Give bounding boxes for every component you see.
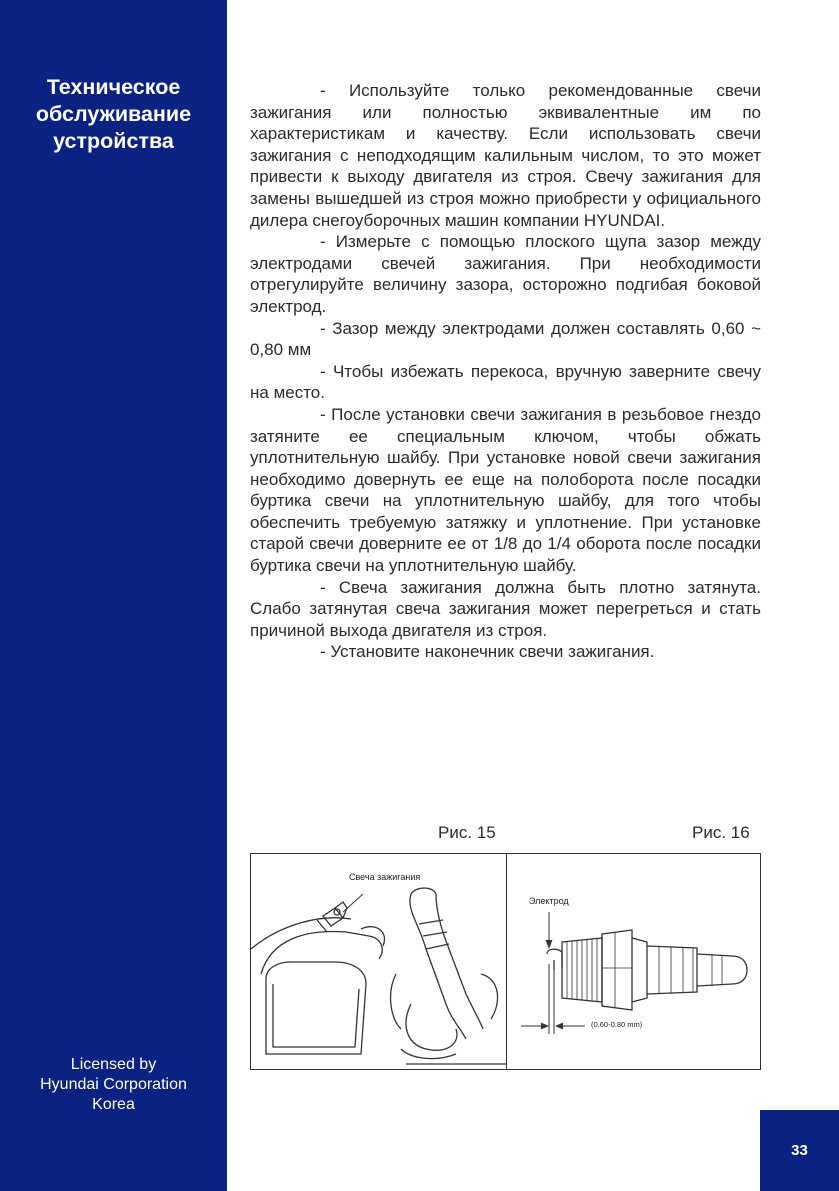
paragraph: - Измерьте с помощью плоского щупа зазор между электродами свечей зажигания. При необходимости отрегулируйте величину зазора, осторожно подгибая боковой электрод. bbox=[250, 232, 761, 316]
spark-plug-electrode-illustration bbox=[507, 854, 760, 1069]
section-title-line: обслуживание bbox=[35, 102, 192, 126]
figure-15 bbox=[251, 854, 506, 1069]
paragraph: - Зазор между электродами должен составлять 0,60 ~ 0,80 мм bbox=[250, 318, 761, 360]
license-line: Licensed by bbox=[70, 1056, 157, 1073]
license-line: Hyundai Corporation bbox=[40, 1076, 187, 1093]
electrode-gap-label: (0.60-0.80 mm) bbox=[591, 1020, 643, 1029]
section-title-line: устройства bbox=[53, 129, 174, 153]
paragraph: - Свеча зажигания должна быть плотно затянута. Слабо затянутая свеча зажигания может перегреться и стать причиной выхода двигателя из строя. bbox=[250, 577, 761, 640]
figure-15-label: Рис. 15 bbox=[438, 823, 496, 842]
sidebar bbox=[0, 0, 227, 1191]
section-title bbox=[0, 74, 227, 155]
license-line: Korea bbox=[92, 1096, 135, 1113]
paragraph: - Чтобы избежать перекоса, вручную заверните свечу на место. bbox=[250, 361, 761, 403]
body-text bbox=[250, 80, 761, 663]
figure-16-caption: Электрод bbox=[529, 896, 569, 906]
license-note bbox=[0, 1055, 227, 1115]
paragraph: - Установите наконечник свечи зажигания. bbox=[320, 642, 655, 662]
section-title-line: Техническое bbox=[46, 75, 181, 99]
figures-frame bbox=[250, 853, 761, 1070]
paragraph: - Используйте только рекомендованные свечи зажигания или полностью эквивалентные им по характеристикам и качеству. Если использовать свечи зажигания с неподходящим калильным числом, то это может привести к выходу двигателя из строя. Свечу зажигания для замены вышедшей из строя можно приобрести у официального дилера снегоуборочных машин компании HYUNDAI. bbox=[250, 81, 761, 230]
figure-16 bbox=[507, 854, 760, 1069]
figure-15-caption: Свеча зажигания bbox=[349, 872, 421, 882]
figure-16-label: Рис. 16 bbox=[692, 823, 750, 842]
spark-plug-engine-illustration bbox=[251, 854, 506, 1069]
paragraph: - После установки свечи зажигания в резьбовое гнездо затяните ее специальным ключом, чтобы обжать уплотнительную шайбу. При установке новой свечи зажигания необходимо довернуть ее еще на полоборота после посадки буртика свечи на уплотнительную шайбу, для того чтобы обеспечить требуемую затяжку и уплотнение. При установке старой свечи доверните ее от 1/8 до 1/4 оборота после посадки буртика свечи на уплотнительную шайбу. bbox=[250, 404, 761, 576]
page-number: 33 bbox=[760, 1110, 839, 1191]
